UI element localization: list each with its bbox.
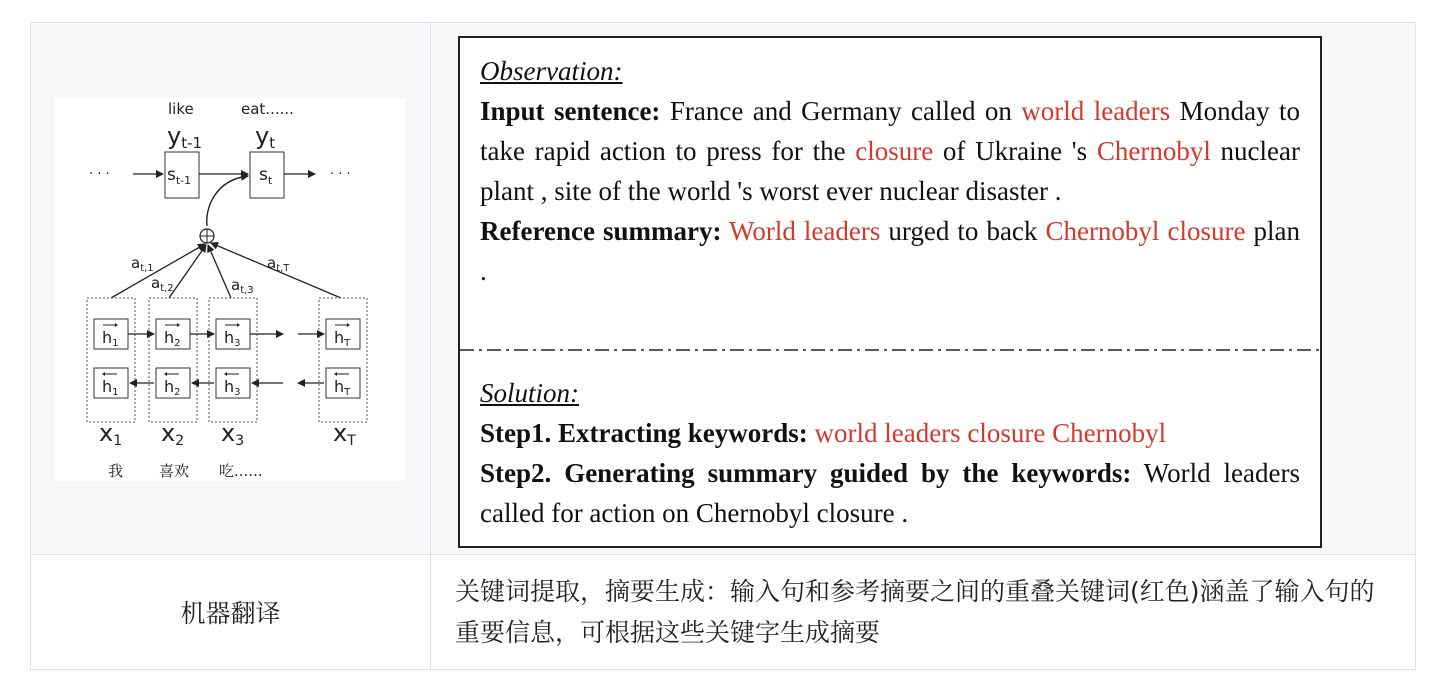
solution-section	[480, 373, 1300, 533]
keyword: Chernobyl closure	[1045, 216, 1246, 246]
content-table	[30, 22, 1416, 670]
input-word-1: 我	[108, 462, 124, 480]
y-prev-label: yt-1	[167, 122, 203, 152]
input-label: Input sentence:	[480, 96, 661, 126]
observation-title: Observation:	[480, 56, 623, 86]
keyword: Chernobyl	[1096, 136, 1211, 166]
svg-text:h2: h2	[164, 328, 181, 349]
input-sentence: Input sentence: France and Germany called on world leaders Monday to take rapid action to press for the closure of Ukraine 's Chernobyl nuclear plant , site of the world 's worst ever nuclear disaster .	[480, 96, 1300, 206]
solution-title: Solution:	[480, 378, 579, 408]
step1-keywords: world leaders closure Chernobyl	[807, 418, 1167, 448]
input-x-3: x3	[221, 419, 245, 449]
attention-diagram	[55, 98, 405, 481]
task-description: 关键词提取，摘要生成：输入句和参考摘要之间的重叠关键词(红色)涵盖了输入句的重要信息，可根据这些关键字生成摘要	[455, 577, 1375, 647]
output-word-1: like	[168, 100, 194, 118]
svg-text:h1: h1	[102, 377, 119, 398]
input-x-t: xT	[333, 419, 356, 449]
svg-text:h1: h1	[102, 328, 119, 349]
step2-label: Step2. Generating summary guided by the keywords:	[480, 458, 1132, 488]
section-divider	[460, 349, 1320, 351]
svg-text:h3: h3	[224, 328, 241, 349]
keyword: world leaders	[1021, 96, 1171, 126]
input-x-2: x2	[161, 419, 185, 449]
attn-weight-3: $a_{t,3}$	[231, 276, 254, 296]
table-row	[31, 555, 1416, 670]
task-label: 机器翻译	[180, 599, 281, 628]
description-cell	[431, 555, 1416, 670]
reference-summary: Reference summary: World leaders urged to back Chernobyl closure plan .	[480, 216, 1300, 286]
example-cell	[431, 23, 1416, 555]
dots-right: · · ·	[330, 167, 351, 182]
state-curr-label: $s_t$	[259, 165, 273, 187]
svg-text:h2: h2	[164, 377, 181, 398]
keyword: World leaders	[729, 216, 881, 246]
svg-text:hT: hT	[334, 328, 351, 349]
output-word-2: eat......	[241, 100, 294, 118]
step1-label: Step1. Extracting keywords:	[480, 418, 808, 448]
observation-section	[480, 51, 1300, 291]
attn-weight-t: $a_{t,T}$	[267, 254, 290, 274]
step2	[480, 453, 1300, 533]
attn-weight-2: $a_{t,2}$	[151, 274, 174, 294]
svg-text:h3: h3	[224, 377, 241, 398]
reference-label: Reference summary:	[480, 216, 722, 246]
svg-text:hT: hT	[334, 377, 351, 398]
step1	[480, 413, 1300, 453]
keyword: closure	[855, 136, 934, 166]
input-x-1: x1	[99, 419, 123, 449]
y-curr-label: yt	[255, 122, 276, 152]
task-cell	[31, 555, 431, 670]
input-word-3: 吃......	[219, 462, 263, 480]
state-prev-label: $s_{t-1}$	[167, 165, 192, 187]
attn-weight-1: $a_{t,1}$	[131, 254, 154, 274]
diagram-cell	[31, 23, 431, 555]
step2-text: World leaders called for action on Chernobyl closure .	[480, 458, 1301, 528]
input-word-2: 喜欢	[159, 462, 190, 480]
table-row	[31, 23, 1416, 555]
example-box	[458, 36, 1322, 548]
dots-left: · · ·	[89, 167, 110, 182]
